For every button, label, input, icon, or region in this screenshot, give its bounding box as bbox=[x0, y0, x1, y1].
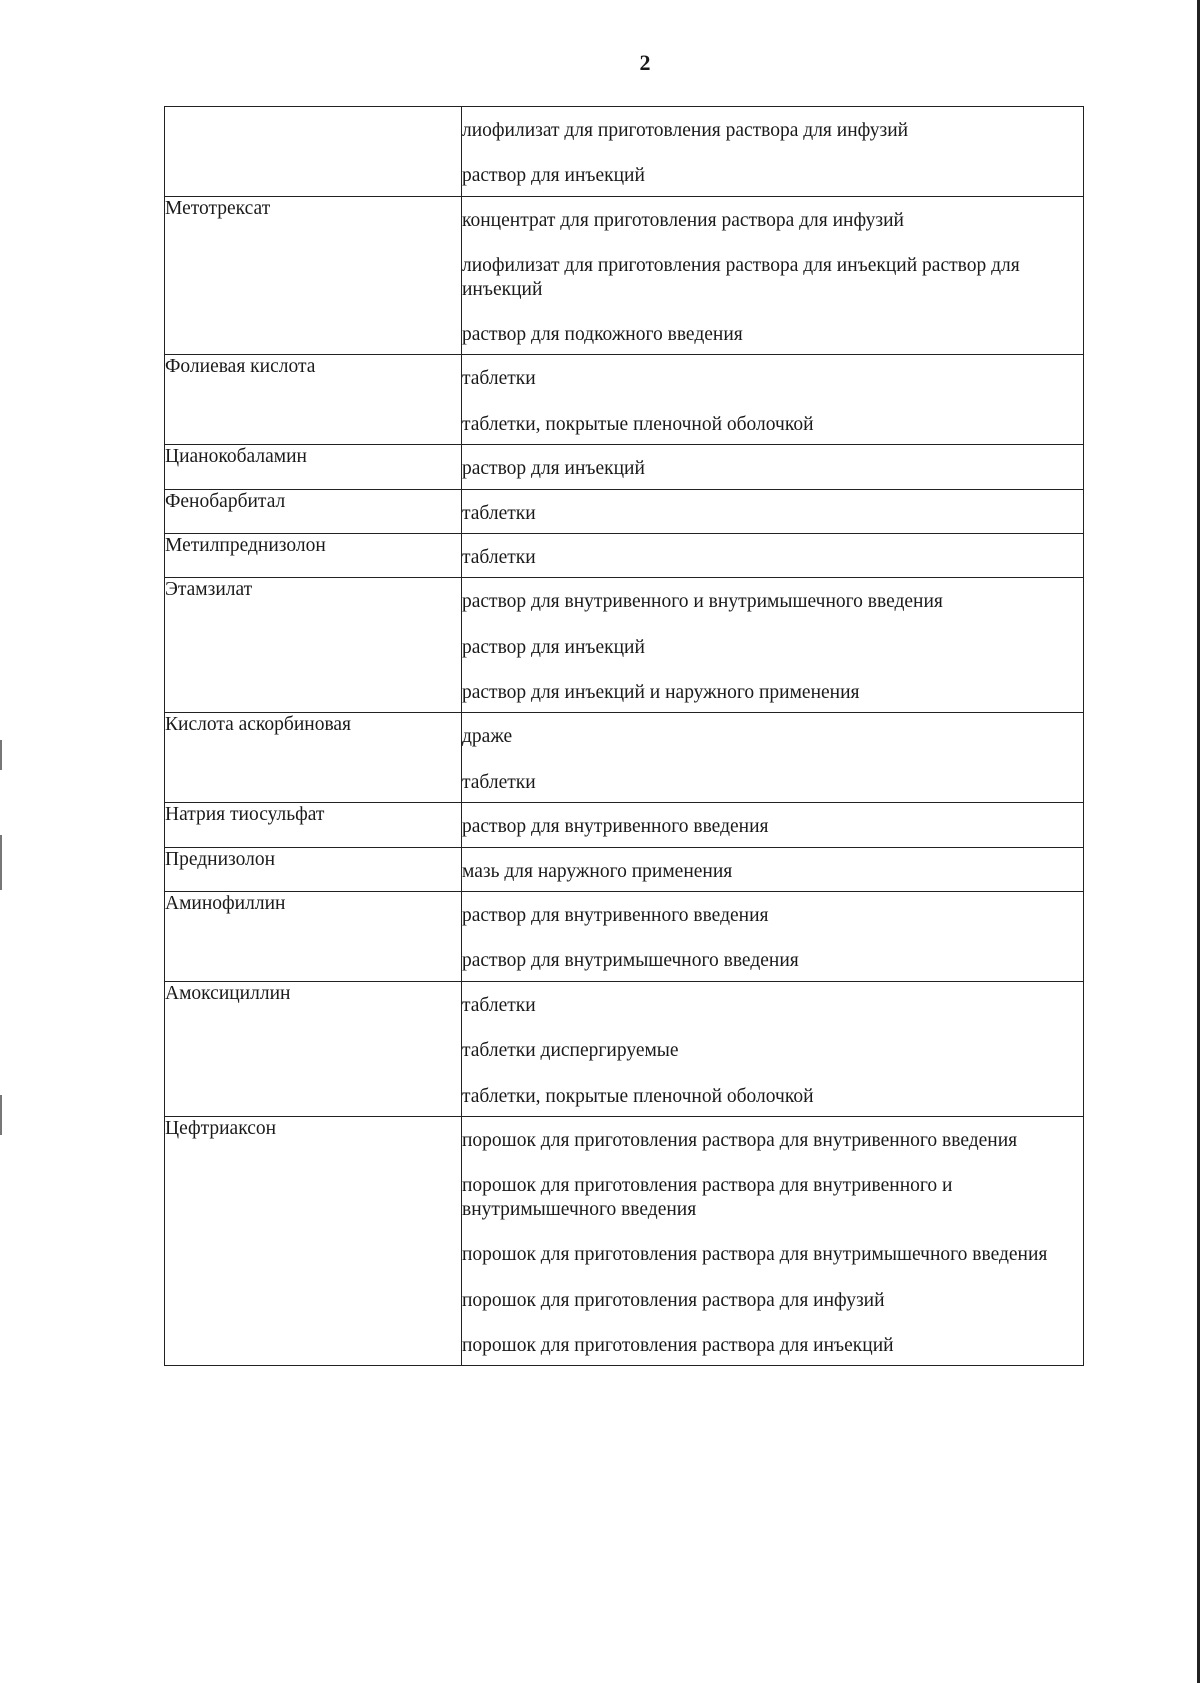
table-row bbox=[165, 578, 1084, 713]
drug-name: Кислота аскорбиновая bbox=[165, 714, 352, 736]
scan-mark bbox=[0, 740, 2, 770]
dosage-forms-cell bbox=[462, 355, 1084, 445]
dosage-form: таблетки диспергируемые bbox=[462, 1040, 679, 1062]
dosage-forms-cell bbox=[462, 892, 1084, 982]
dosage-forms-cell bbox=[462, 489, 1084, 533]
dosage-form: порошок для приготовления раствора для внутримышечного введения bbox=[462, 1244, 1048, 1266]
drug-name: Метилпреднизолон bbox=[165, 534, 326, 556]
dosage-form: порошок для приготовления раствора для внутривенного и внутримышечного введения bbox=[462, 1175, 953, 1220]
scan-mark bbox=[0, 1095, 2, 1135]
dosage-forms-cell bbox=[462, 981, 1084, 1116]
drug-name: Метотрексат bbox=[165, 197, 271, 219]
dosage-form: таблетки bbox=[462, 368, 536, 390]
dosage-form: раствор для внутривенного введения bbox=[462, 816, 769, 838]
drug-name: Аминофиллин bbox=[165, 893, 286, 915]
dosage-form: порошок для приготовления раствора для внутривенного введения bbox=[462, 1129, 1018, 1151]
dosage-form: раствор для внутривенного введения bbox=[462, 905, 769, 927]
drug-name: Цефтриаксон bbox=[165, 1117, 277, 1139]
dosage-form: лиофилизат для приготовления раствора для инфузий bbox=[462, 120, 909, 141]
dosage-forms-cell bbox=[462, 445, 1084, 489]
dosage-form: порошок для приготовления раствора для инфузий bbox=[462, 1289, 885, 1311]
dosage-form: таблетки bbox=[462, 546, 536, 568]
dosage-forms-cell bbox=[462, 533, 1084, 577]
dosage-form: раствор для инъекций bbox=[462, 636, 645, 658]
table-row bbox=[165, 355, 1084, 445]
drug-name-cell bbox=[165, 107, 462, 197]
drug-name-cell bbox=[165, 355, 462, 445]
scan-mark bbox=[0, 835, 2, 890]
dosage-form: раствор для инъекций bbox=[462, 458, 645, 480]
table-row bbox=[165, 713, 1084, 803]
dosage-forms-cell bbox=[462, 578, 1084, 713]
drug-name: Фенобарбитал bbox=[165, 490, 286, 512]
dosage-form: лиофилизат для приготовления раствора для инъекций раствор для инъекций bbox=[462, 255, 1020, 300]
drug-name: Фолиевая кислота bbox=[165, 356, 316, 378]
drug-name: Преднизолон bbox=[165, 848, 276, 870]
drug-name-cell bbox=[165, 196, 462, 355]
dosage-form: раствор для инъекций и наружного применения bbox=[462, 682, 860, 704]
dosage-form: мазь для наружного применения bbox=[462, 860, 733, 882]
dosage-form: концентрат для приготовления раствора для инфузий bbox=[462, 209, 904, 231]
table-row bbox=[165, 533, 1084, 577]
dosage-form: таблетки bbox=[462, 771, 536, 793]
table-row bbox=[165, 445, 1084, 489]
dosage-forms-cell bbox=[462, 803, 1084, 847]
dosage-form: драже bbox=[462, 726, 513, 748]
drug-name-cell bbox=[165, 713, 462, 803]
table-row bbox=[165, 107, 1084, 197]
dosage-form: раствор для инъекций bbox=[462, 165, 645, 187]
table-row bbox=[165, 196, 1084, 355]
drug-name-cell bbox=[165, 981, 462, 1116]
drug-name-cell bbox=[165, 847, 462, 891]
dosage-forms-cell bbox=[462, 713, 1084, 803]
drug-name-cell bbox=[165, 892, 462, 982]
table-row bbox=[165, 1116, 1084, 1365]
drug-name: Натрия тиосульфат bbox=[165, 804, 325, 826]
drug-name-cell bbox=[165, 489, 462, 533]
dosage-form: раствор для подкожного введения bbox=[462, 323, 743, 345]
drug-name: Цианокобаламин bbox=[165, 446, 307, 468]
table-row bbox=[165, 847, 1084, 891]
drug-name: Амоксициллин bbox=[165, 982, 291, 1004]
dosage-form: таблетки, покрытые пленочной оболочкой bbox=[462, 413, 814, 435]
dosage-form: раствор для внутримышечного введения bbox=[462, 950, 799, 972]
drug-name-cell bbox=[165, 445, 462, 489]
table-row bbox=[165, 892, 1084, 982]
dosage-forms-cell bbox=[462, 847, 1084, 891]
dosage-forms-cell bbox=[462, 1116, 1084, 1365]
dosage-form: порошок для приготовления раствора для инъекций bbox=[462, 1334, 894, 1356]
table-row bbox=[165, 489, 1084, 533]
table-body bbox=[165, 107, 1084, 1366]
dosage-forms-cell bbox=[462, 107, 1084, 197]
drug-name: Этамзилат bbox=[165, 579, 253, 601]
drug-name-cell bbox=[165, 803, 462, 847]
page-number: 2 bbox=[639, 50, 651, 75]
dosage-form: таблетки, покрытые пленочной оболочкой bbox=[462, 1085, 814, 1107]
dosage-form: раствор для внутривенного и внутримышечного введения bbox=[462, 591, 943, 613]
table-row bbox=[165, 803, 1084, 847]
drug-forms-table bbox=[164, 106, 1084, 1366]
drug-name-cell bbox=[165, 533, 462, 577]
drug-name-cell bbox=[165, 1116, 462, 1365]
drug-name-cell bbox=[165, 578, 462, 713]
dosage-forms-cell bbox=[462, 196, 1084, 355]
dosage-form: таблетки bbox=[462, 994, 536, 1016]
dosage-form: таблетки bbox=[462, 502, 536, 524]
table-row bbox=[165, 981, 1084, 1116]
